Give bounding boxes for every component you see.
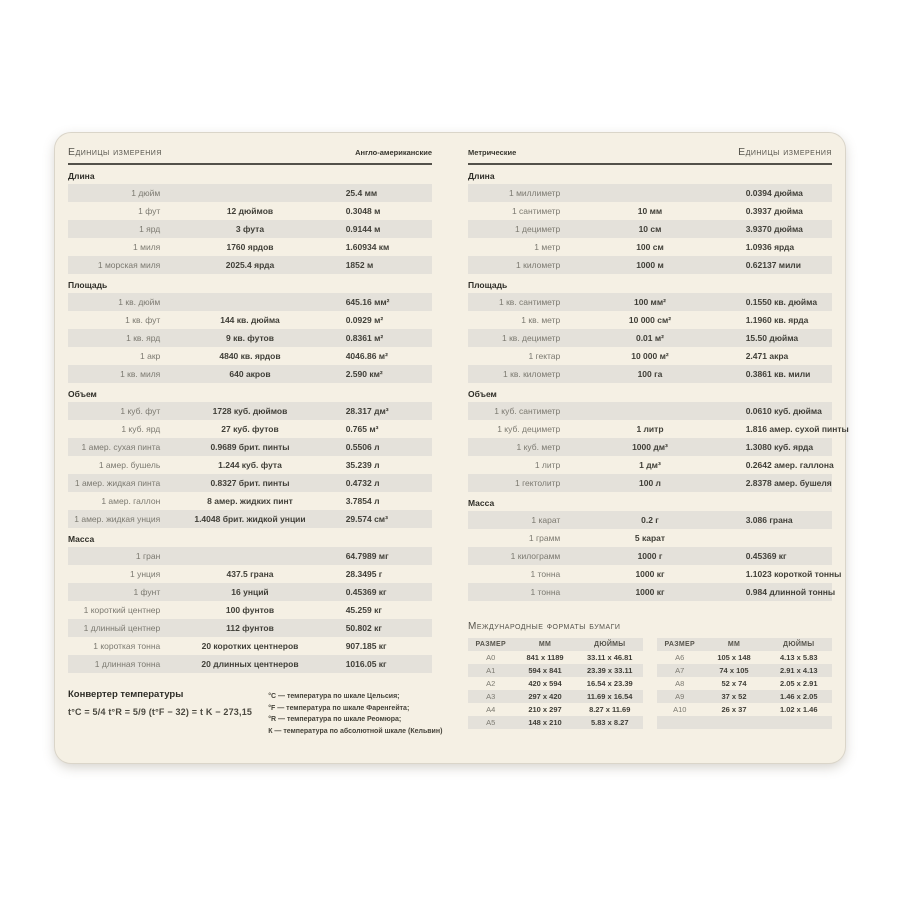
cell-inches: 5.83 x 8.27 [590, 718, 629, 727]
cell-value: 0.3937 дюйма [745, 206, 803, 216]
paper-row [657, 703, 832, 716]
cell-unit: 1 длинная тонна [94, 659, 161, 669]
right-sections [468, 171, 849, 601]
cell-unit: 1 фут [138, 206, 161, 216]
unit-section [68, 534, 432, 673]
cell-unit: 1 гектолитр [515, 478, 561, 488]
cell-value: 0.4732 л [345, 478, 380, 488]
temperature-converter-main [68, 689, 258, 737]
cell-mm: 74 x 105 [719, 666, 749, 675]
cell-equivalent: 100 мм² [634, 297, 666, 307]
cell-value: 1.3080 куб. ярда [745, 442, 814, 452]
left-corner-label: Англо-американские [355, 148, 432, 157]
cell-value: 0.45369 кг [345, 587, 387, 597]
cell-unit: 1 амер. галлон [101, 496, 161, 506]
table-row [68, 347, 432, 365]
cell-equivalent: 1 литр [636, 424, 664, 434]
cell-unit: 1 дюйм [131, 188, 161, 198]
cell-equivalent: 100 см [636, 242, 664, 252]
cell-equivalent: 2025.4 ярда [225, 260, 275, 270]
cell-value: 645.16 мм² [345, 297, 390, 307]
cell-unit: 1 миллиметр [509, 188, 561, 198]
cell-format: A10 [673, 705, 687, 714]
cell-equivalent: 10 мм [637, 206, 663, 216]
table-row [468, 511, 832, 529]
paper-row [657, 677, 832, 690]
cell-equivalent: 144 кв. дюйма [220, 315, 280, 325]
paper-column-header: РАЗМЕР [664, 641, 695, 648]
cell-unit: 1 короткая тонна [93, 641, 161, 651]
cell-equivalent: 8 амер. жидких пинт [207, 496, 293, 506]
cell-value: 907.185 кг [345, 641, 387, 651]
cell-value: 0.5506 л [345, 442, 380, 452]
cell-value: 0.0610 куб. дюйма [745, 406, 822, 416]
cell-value: 45.259 кг [345, 605, 382, 615]
cell-unit: 1 кв. сантиметр [498, 297, 561, 307]
cell-format: A0 [486, 653, 496, 662]
cell-equivalent: 1000 дм³ [632, 442, 668, 452]
cell-equivalent: 20 длинных центнеров [201, 659, 299, 669]
cell-unit: 1 кв. дюйм [118, 297, 161, 307]
cell-equivalent: 1728 куб. дюймов [212, 406, 288, 416]
notebook-page-spread [55, 133, 849, 763]
paper-row [468, 703, 643, 716]
cell-mm: 594 x 841 [528, 666, 562, 675]
temperature-converter-title: Конвертер температуры [68, 689, 184, 700]
table-row [468, 474, 832, 492]
table-row [468, 220, 832, 238]
right-page-header [468, 146, 832, 161]
paper-row [468, 716, 643, 729]
cell-unit: 1 гран [135, 551, 161, 561]
temperature-note: °R — температура по шкале Реомюра; [268, 716, 402, 723]
section-title: Длина [468, 171, 495, 181]
cell-equivalent: 0.01 м² [635, 333, 664, 343]
temperature-formula: t°C = 5/4 t°R = 5/9 (t°F − 32) = t K − 273,15 [68, 707, 253, 717]
cell-unit: 1 метр [534, 242, 561, 252]
cell-value: 3.9370 дюйма [745, 224, 803, 234]
table-row [468, 238, 832, 256]
table-row [68, 238, 432, 256]
cell-inches: 2.05 x 2.91 [779, 679, 818, 688]
unit-section [468, 171, 832, 274]
cell-value: 2.471 акра [745, 351, 789, 361]
cell-unit: 1 амер. сухая пинта [81, 442, 161, 452]
section-title: Масса [468, 498, 495, 508]
cell-value: 4046.86 м² [345, 351, 388, 361]
paper-row [657, 664, 832, 677]
cell-value: 64.7989 мг [345, 551, 389, 561]
paper-header-row [468, 638, 643, 651]
table-row [468, 365, 832, 383]
cell-value: 0.3861 кв. мили [745, 369, 811, 379]
cell-value: 0.62137 мили [745, 260, 801, 270]
cell-value: 1852 м [345, 260, 374, 270]
unit-section [68, 389, 432, 528]
cell-format: A5 [486, 718, 496, 727]
cell-mm: 26 x 37 [721, 705, 747, 714]
cell-unit: 1 куб. ярд [121, 424, 161, 434]
cell-format: A8 [675, 679, 685, 688]
cell-format: A2 [486, 679, 496, 688]
table-row [68, 510, 432, 528]
cell-inches: 23.39 x 33.11 [587, 666, 633, 675]
table-row [468, 583, 836, 601]
table-row [68, 474, 432, 492]
table-row [68, 619, 432, 637]
cell-mm: 52 x 74 [721, 679, 747, 688]
cell-inches: 1.02 x 1.46 [779, 705, 818, 714]
cell-value: 2.590 км² [345, 369, 383, 379]
cell-equivalent: 4840 кв. ярдов [219, 351, 281, 361]
cell-equivalent: 100 фунтов [225, 605, 275, 615]
section-title: Объем [68, 389, 97, 399]
table-row [468, 565, 842, 583]
table-row [68, 220, 432, 238]
paper-empty-row [657, 716, 832, 729]
table-row [468, 256, 832, 274]
cell-unit: 1 карат [531, 515, 561, 525]
cell-equivalent: 9 кв. футов [226, 333, 274, 343]
cell-unit: 1 длинный центнер [83, 623, 161, 633]
table-row [468, 311, 832, 329]
cell-equivalent: 1.244 куб. фута [218, 460, 282, 470]
cell-unit: 1 литр [534, 460, 561, 470]
paper-formats-title: Международные форматы бумаги [468, 621, 621, 632]
section-title: Масса [68, 534, 95, 544]
cell-inches: 11.69 x 16.54 [587, 692, 633, 701]
cell-format: A6 [675, 653, 685, 662]
table-row [68, 420, 432, 438]
cell-equivalent: 112 фунтов [226, 623, 274, 633]
table-row [68, 311, 432, 329]
cell-equivalent: 640 акров [229, 369, 271, 379]
cell-unit: 1 кв. миля [120, 369, 161, 379]
table-row [68, 655, 432, 673]
unit-section [68, 171, 432, 274]
table-row [468, 202, 832, 220]
cell-equivalent: 1.4048 брит. жидкой унции [194, 514, 306, 524]
cell-value: 0.0929 м² [345, 315, 384, 325]
cell-equivalent: 20 коротких центнеров [201, 641, 299, 651]
cell-inches: 8.27 x 11.69 [589, 705, 631, 714]
cell-value: 2.8378 амер. бушеля [745, 478, 832, 488]
paper-column-header: РАЗМЕР [475, 641, 506, 648]
table-row [68, 492, 432, 510]
temperature-converter [68, 689, 443, 737]
table-row [468, 420, 849, 438]
right-corner-label: Метрические [468, 148, 517, 157]
section-title: Площадь [468, 280, 508, 290]
unit-section [468, 280, 832, 383]
cell-equivalent: 10 000 см² [628, 315, 672, 325]
table-row [468, 347, 832, 365]
cell-unit: 1 кв. фут [125, 315, 161, 325]
table-row [68, 256, 432, 274]
cell-equivalent: 0.2 г [641, 515, 659, 525]
unit-section [468, 389, 849, 492]
cell-inches: 1.46 x 2.05 [779, 692, 818, 701]
cell-inches: 4.13 x 5.83 [779, 653, 818, 662]
cell-value: 0.984 длинной тонны [745, 587, 836, 597]
cell-unit: 1 амер. жидкая унция [74, 514, 161, 524]
cell-equivalent: 1000 кг [635, 587, 665, 597]
cell-value: 35.239 л [345, 460, 380, 470]
unit-section [468, 498, 842, 601]
cell-equivalent: 0.8327 брит. пинты [210, 478, 290, 488]
cell-unit: 1 унция [130, 569, 161, 579]
header-rule [68, 163, 432, 165]
cell-value: 0.8361 м² [345, 333, 384, 343]
cell-unit: 1 кв. ярд [126, 333, 161, 343]
temperature-note: °C — температура по шкале Цельсия; [268, 693, 400, 700]
paper-table-a6-a10 [657, 638, 832, 729]
cell-equivalent: 1000 м [636, 260, 664, 270]
cell-format: A4 [486, 705, 496, 714]
paper-column-header: ДЮЙМЫ [594, 641, 626, 648]
cell-equivalent: 1760 ярдов [226, 242, 274, 252]
spread-columns [55, 133, 849, 737]
cell-format: A3 [486, 692, 496, 701]
temperature-notes [268, 689, 443, 737]
cell-value: 1.60934 км [345, 242, 390, 252]
table-row [468, 438, 832, 456]
cell-value: 1.0936 ярда [745, 242, 795, 252]
cell-value: 15.50 дюйма [745, 333, 799, 343]
cell-value: 1.1960 кв. ярда [745, 315, 809, 325]
cell-unit: 1 тонна [530, 587, 561, 597]
cell-value: 29.574 см³ [345, 514, 388, 524]
cell-inches: 16.54 x 23.39 [586, 679, 633, 688]
unit-section [68, 280, 432, 383]
cell-unit: 1 кв. километр [503, 369, 561, 379]
cell-unit: 1 куб. фут [120, 406, 161, 416]
cell-unit: 1 амер. жидкая пинта [74, 478, 161, 488]
cell-mm: 37 x 52 [721, 692, 747, 701]
cell-value: 0.765 м³ [345, 424, 379, 434]
cell-value: 50.802 кг [345, 623, 382, 633]
cell-value: 28.3495 г [345, 569, 383, 579]
cell-equivalent: 27 куб. футов [221, 424, 279, 434]
cell-unit: 1 кв. метр [521, 315, 561, 325]
cell-unit: 1 акр [140, 351, 161, 361]
cell-format: A1 [486, 666, 496, 675]
page-title: Единицы измерения [738, 146, 832, 158]
cell-equivalent: 1 дм³ [639, 460, 661, 470]
cell-value: 0.45369 кг [745, 551, 787, 561]
section-title: Площадь [68, 280, 108, 290]
cell-unit: 1 килограмм [510, 551, 561, 561]
cell-unit: 1 гектар [528, 351, 561, 361]
table-row [68, 601, 432, 619]
table-row [468, 456, 832, 474]
cell-mm: 105 x 148 [717, 653, 751, 662]
table-row [68, 456, 432, 474]
cell-value: 25.4 мм [345, 188, 378, 198]
cell-unit: 1 километр [516, 260, 561, 270]
table-row [68, 438, 432, 456]
cell-unit: 1 морская миля [97, 260, 161, 270]
cell-unit: 1 сантиметр [511, 206, 561, 216]
table-row [68, 547, 432, 565]
table-row [468, 184, 832, 202]
cell-unit: 1 фунт [133, 587, 161, 597]
cell-equivalent: 100 га [637, 369, 663, 379]
cell-value: 0.2642 амер. галлона [745, 460, 834, 470]
right-page [468, 146, 849, 737]
cell-unit: 1 куб. сантиметр [494, 406, 561, 416]
table-row [468, 547, 832, 565]
cell-equivalent: 1000 кг [635, 569, 665, 579]
table-row [68, 365, 432, 383]
cell-unit: 1 кв. дециметр [502, 333, 561, 343]
temperature-note: °F — температура по шкале Фаренгейта; [268, 704, 410, 712]
table-row [68, 637, 432, 655]
header-rule [468, 163, 832, 165]
paper-column-header: ДЮЙМЫ [783, 641, 815, 648]
section-title: Длина [68, 171, 95, 181]
table-row [468, 402, 832, 420]
paper-column-header: ММ [727, 641, 741, 648]
cell-value: 28.317 дм³ [345, 406, 389, 416]
cell-format: A7 [675, 666, 685, 675]
table-row [68, 329, 432, 347]
paper-column-header: ММ [538, 641, 552, 648]
cell-value: 1.1023 короткой тонны [745, 569, 842, 579]
cell-value: 3.7854 л [345, 496, 380, 506]
cell-value: 0.9144 м [345, 224, 381, 234]
paper-row [657, 690, 832, 703]
cell-unit: 1 грамм [528, 533, 561, 543]
paper-row [468, 664, 643, 677]
table-row [68, 402, 432, 420]
cell-equivalent: 12 дюймов [226, 206, 274, 216]
cell-value: 0.1550 кв. дюйма [745, 297, 818, 307]
paper-table-a0-a5 [468, 638, 643, 729]
cell-value: 3.086 грана [745, 515, 793, 525]
cell-mm: 210 x 297 [528, 705, 562, 714]
cell-unit: 1 куб. метр [516, 442, 561, 452]
cell-equivalent: 16 унций [231, 587, 269, 597]
paper-row [468, 690, 643, 703]
cell-unit: 1 ярд [139, 224, 161, 234]
cell-unit: 1 амер. бушель [98, 460, 161, 470]
paper-row [468, 677, 643, 690]
table-row [68, 565, 432, 583]
section-title: Объем [468, 389, 497, 399]
cell-equivalent: 10 000 м² [631, 351, 669, 361]
page-title: Единицы измерения [68, 146, 162, 158]
cell-value: 1016.05 кг [345, 659, 387, 669]
table-row [468, 329, 832, 347]
cell-inches: 33.11 x 46.81 [587, 653, 633, 662]
cell-value: 0.0394 дюйма [745, 188, 803, 198]
table-row [68, 202, 432, 220]
paper-formats-tables [468, 638, 832, 729]
cell-equivalent: 100 л [639, 478, 661, 488]
cell-unit: 1 дециметр [514, 224, 561, 234]
left-page [68, 146, 443, 737]
cell-equivalent: 0.9689 брит. пинты [210, 442, 290, 452]
table-row [468, 529, 832, 547]
cell-unit: 1 короткий центнер [83, 605, 161, 615]
left-page-header [68, 146, 432, 161]
cell-mm: 297 x 420 [528, 692, 562, 701]
cell-mm: 420 x 594 [528, 679, 562, 688]
table-row [68, 184, 432, 202]
cell-unit: 1 куб. дециметр [497, 424, 561, 434]
paper-header-row [657, 638, 832, 651]
cell-value: 0.3048 м [345, 206, 381, 216]
cell-unit: 1 тонна [530, 569, 561, 579]
temperature-note: К — температура по абсолютной шкале (Кельвин) [268, 727, 443, 735]
cell-equivalent: 437.5 грана [226, 569, 274, 579]
table-row [468, 293, 832, 311]
paper-row [468, 651, 643, 664]
left-sections [68, 171, 432, 673]
cell-format: A9 [675, 692, 685, 701]
cell-value: 1.816 амер. сухой пинты [745, 424, 849, 434]
cell-inches: 2.91 x 4.13 [779, 666, 818, 675]
table-row [68, 293, 432, 311]
paper-row [657, 651, 832, 664]
cell-equivalent: 1000 г [637, 551, 663, 561]
cell-unit: 1 миля [133, 242, 161, 252]
cell-mm: 841 x 1189 [526, 653, 564, 662]
table-row [68, 583, 432, 601]
cell-equivalent: 10 см [638, 224, 662, 234]
cell-equivalent: 5 карат [634, 533, 666, 543]
cell-mm: 148 x 210 [528, 718, 562, 727]
cell-equivalent: 3 фута [235, 224, 265, 234]
